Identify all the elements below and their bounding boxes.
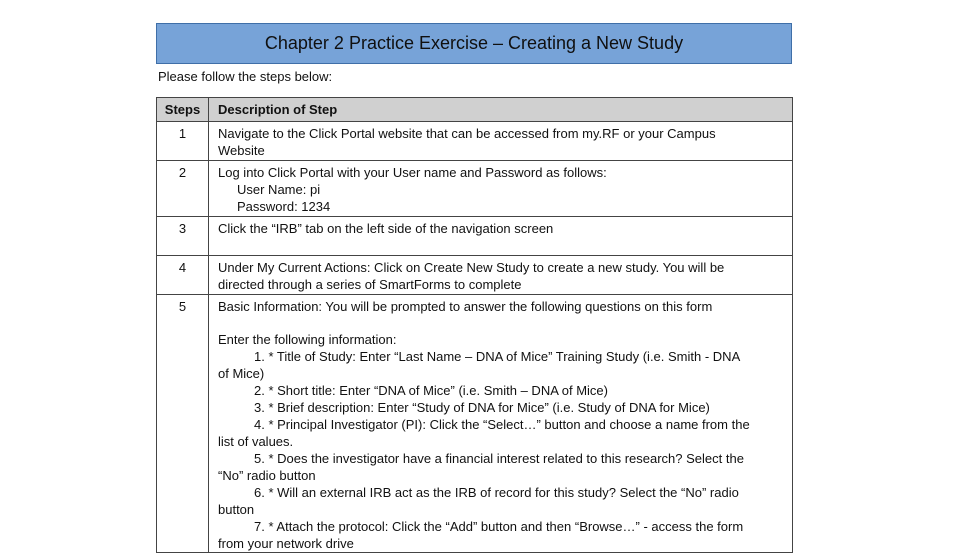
- form-item: 7. * Attach the protocol: Click the “Add” button and then “Browse…” - access the form: [254, 519, 744, 534]
- step-line: Website: [218, 143, 265, 158]
- form-item-continued: “No” radio button: [218, 468, 316, 483]
- form-item: 1. * Title of Study: Enter “Last Name – DNA of Mice” Training Study (i.e. Smith - DNA: [254, 349, 741, 364]
- table-row: [157, 161, 793, 217]
- form-item-continued: of Mice): [218, 366, 265, 381]
- step-description: [209, 122, 793, 161]
- steps-header: Steps: [157, 98, 209, 122]
- step-line: Basic Information: You will be prompted to answer the following questions on this form: [218, 299, 713, 314]
- step-number: 2: [157, 161, 209, 217]
- step-description: [209, 217, 793, 256]
- table-header-row: [157, 98, 793, 122]
- form-item: 6. * Will an external IRB act as the IRB of record for this study? Select the “No” radio: [254, 485, 739, 500]
- step-line: Click the “IRB” tab on the left side of the navigation screen: [218, 221, 554, 236]
- table-row: [157, 295, 793, 553]
- step-number: 4: [157, 256, 209, 295]
- form-item-continued: button: [218, 502, 255, 517]
- step-line: Navigate to the Click Portal website that can be accessed from my.RF or your Campus: [218, 126, 716, 141]
- step-number: 5: [157, 295, 209, 553]
- username-line: User Name: pi: [237, 182, 321, 197]
- form-item: 2. * Short title: Enter “DNA of Mice” (i.e. Smith – DNA of Mice): [254, 383, 608, 398]
- description-header: Description of Step: [209, 98, 793, 122]
- form-item-continued: from your network drive: [218, 536, 354, 551]
- enter-info-line: Enter the following information:: [218, 332, 397, 347]
- password-line: Password: 1234: [237, 199, 331, 214]
- form-item: 4. * Principal Investigator (PI): Click the “Select…” button and choose a name from the: [254, 417, 750, 432]
- form-item: 5. * Does the investigator have a financial interest related to this research? Select the: [254, 451, 744, 466]
- step-line: Under My Current Actions: Click on Create New Study to create a new study. You will be: [218, 260, 725, 275]
- intro-text: Please follow the steps below:: [158, 69, 333, 84]
- table-row: [157, 217, 793, 256]
- step-line: Log into Click Portal with your User name and Password as follows:: [218, 165, 607, 180]
- step-number: 1: [157, 122, 209, 161]
- steps-table: [156, 97, 793, 553]
- form-item-continued: list of values.: [218, 434, 294, 449]
- table-row: [157, 122, 793, 161]
- step-description: [209, 161, 793, 217]
- table-row: [157, 256, 793, 295]
- step-description: [209, 256, 793, 295]
- step-number: 3: [157, 217, 209, 256]
- form-item: 3. * Brief description: Enter “Study of DNA for Mice” (i.e. Study of DNA for Mice): [254, 400, 710, 415]
- step-line: directed through a series of SmartForms to complete: [218, 277, 522, 292]
- step-description: [209, 295, 793, 553]
- page-title: Chapter 2 Practice Exercise – Creating a New Study: [156, 23, 792, 64]
